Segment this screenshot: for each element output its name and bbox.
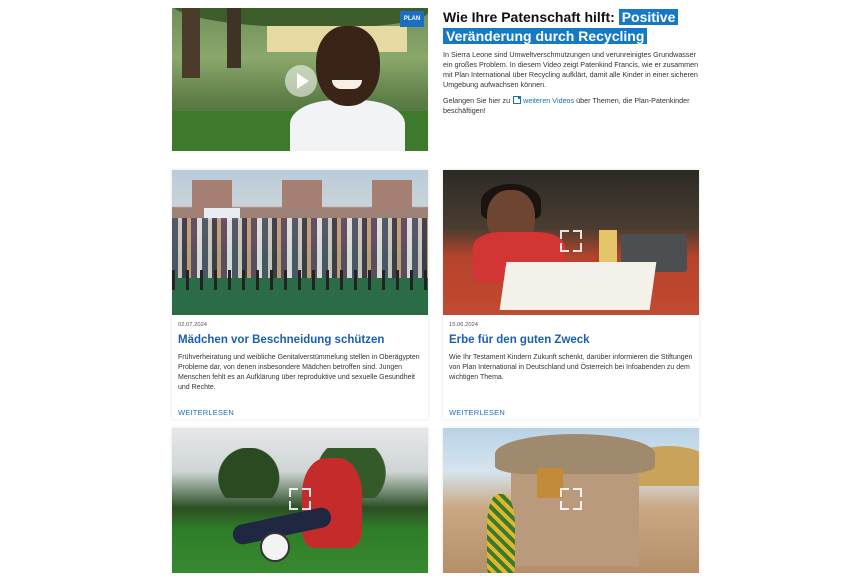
video-description: In Sierra Leone sind Umweltverschmutzungen und verunreinigtes Grundwasser ein großes Problem. In diesem Video zeigt Patenkind Francis, wie er zusammen mit Plan International über Recycling aufklärt, damit alle Kinder in einer sicheren Umgebung aufwachsen können. [443, 50, 699, 89]
crowd-legs [172, 270, 428, 290]
article-image[interactable] [172, 170, 428, 315]
external-link-icon [513, 96, 521, 104]
article-teaser: Wie Ihr Testament Kindern Zukunft schenkt, darüber informieren die Stiftungen von Plan International in Deutschland und Österreich bei Infoabenden zu dem wichtigen Thema. [449, 354, 693, 381]
more-videos-link[interactable]: weiteren Videos [523, 96, 575, 105]
football [260, 532, 290, 562]
plan-logo: PLAN [400, 11, 424, 27]
article-title[interactable]: Mädchen vor Beschneidung schützen [178, 334, 385, 346]
expand-icon[interactable] [289, 488, 311, 510]
video-headline [443, 8, 705, 46]
article-card[interactable] [443, 428, 699, 576]
play-icon [297, 73, 309, 89]
article-image[interactable] [443, 428, 699, 573]
article-date: 02.07.2024 [178, 322, 208, 328]
read-more-link[interactable]: WEITERLESEN [449, 408, 505, 417]
hut-roof [495, 434, 655, 474]
football-player [302, 458, 362, 548]
article-date: 15.06.2024 [449, 322, 479, 328]
article-image[interactable] [443, 170, 699, 315]
pencil-cup [599, 230, 617, 262]
open-book [500, 262, 657, 310]
article-teaser: Frühverheiratung und weibliche Genitalverstümmelung stellen in Oberägypten Probleme dar, von denen insbesondere Mädchen betroffen sind. Jungen Menschen fehlt es an Aufklärung über reproduktive und sexuelle Gesundheit und Rechte. [178, 354, 420, 391]
video-thumbnail[interactable] [172, 8, 428, 151]
article-image[interactable] [172, 428, 428, 573]
expand-icon[interactable] [560, 488, 582, 510]
boy-smile [332, 80, 362, 89]
more-videos-suffix: über Themen, die Plan-Patenkinder beschäftigen! [443, 96, 690, 115]
tree-canopy [172, 8, 428, 28]
background-building [282, 180, 322, 208]
article-title[interactable]: Erbe für den guten Zweck [449, 334, 590, 346]
crowd [172, 218, 428, 278]
play-button[interactable] [285, 65, 317, 97]
video-intro [443, 8, 705, 116]
article-card[interactable] [172, 428, 428, 576]
woman-figure [487, 494, 515, 573]
article-card[interactable] [443, 170, 699, 419]
article-card[interactable] [172, 170, 428, 419]
headline-prefix: Wie Ihre Patenschaft hilft: [443, 9, 615, 25]
read-more-link[interactable]: WEITERLESEN [178, 408, 234, 417]
tree-trunk [182, 8, 200, 78]
boy-shirt [290, 100, 405, 151]
background-building [372, 180, 412, 210]
headline-highlight: Positive Veränderung durch Recycling [443, 9, 678, 44]
more-videos-prefix: Gelangen Sie hier zu [443, 96, 511, 105]
expand-icon[interactable] [560, 230, 582, 252]
tree-trunk [227, 8, 241, 68]
more-videos-text [443, 96, 705, 116]
boy-face [316, 26, 380, 106]
